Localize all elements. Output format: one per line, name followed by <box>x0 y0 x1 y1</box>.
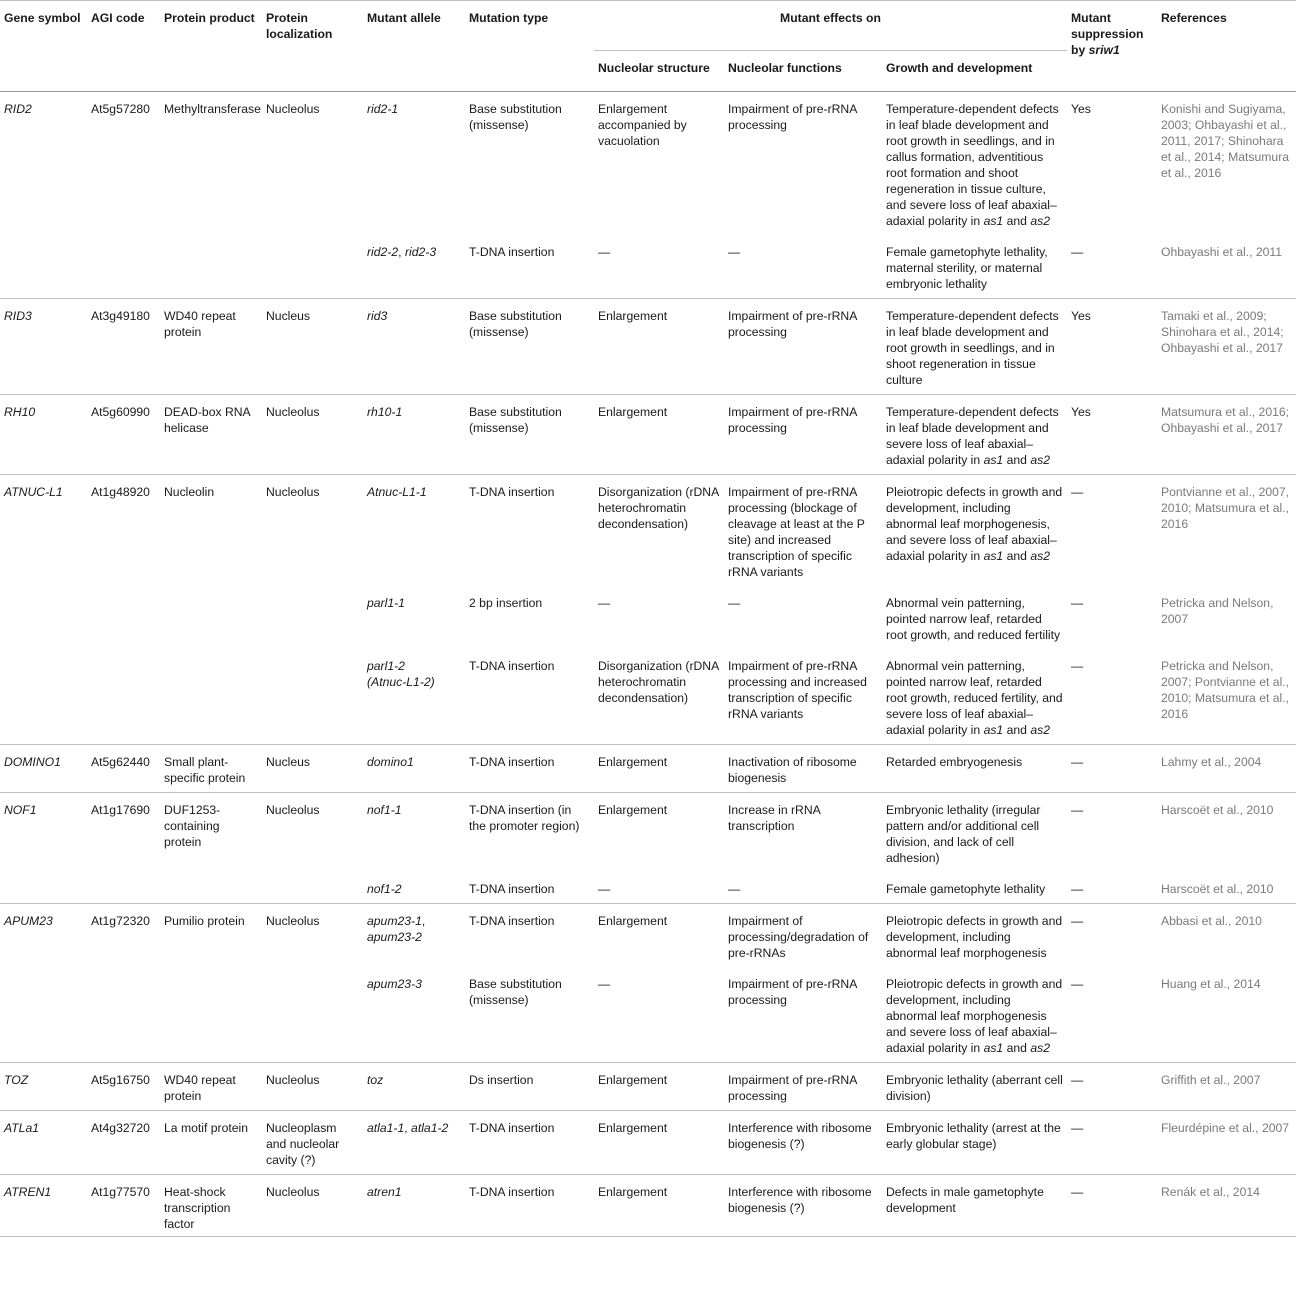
suppression-value: — <box>1071 596 1084 610</box>
gene-symbol-text: TOZ <box>4 1073 29 1087</box>
allele-separator: , <box>398 245 405 259</box>
references: Huang et al., 2014 <box>1161 977 1261 991</box>
references: Fleurdépine et al., 2007 <box>1157 1111 1296 1175</box>
references: Tamaki et al., 2009; Shinohara et al., 2014; Ohbayashi et al., 2017 <box>1157 299 1296 395</box>
gene-symbol-text: APUM23 <box>4 914 53 928</box>
protein-product: DUF1253-containing protein <box>160 793 262 873</box>
growth-text-part: Female gametophyte lethality, maternal sterility, or maternal embryonic lethality <box>886 245 1048 291</box>
header-suppression-gene: sriw1 <box>1088 43 1120 57</box>
suppression-value: — <box>1067 904 1157 968</box>
agi-code <box>87 967 160 1063</box>
nucleolar-functions: Interference with ribosome biogenesis (?) <box>724 1175 882 1237</box>
mutation-type: Base substitution (missense) <box>465 299 594 395</box>
gene-symbol <box>0 745 87 793</box>
mutation-type: T-DNA insertion <box>465 1175 594 1237</box>
header-mutant-suppression <box>1067 1 1157 92</box>
agi-code: At5g16750 <box>87 1063 160 1111</box>
nucleolar-structure: Enlargement <box>594 1063 724 1111</box>
growth-text-part: and <box>1003 723 1031 737</box>
allele-name-2: atla1-2 <box>411 1121 449 1135</box>
gene-symbol-text: RID3 <box>4 309 32 323</box>
header-mutation-type: Mutation type <box>469 11 549 25</box>
gene-symbol <box>0 904 87 968</box>
nucleolar-structure: — <box>598 596 611 610</box>
table-row <box>0 586 1296 649</box>
agi-code <box>87 649 160 745</box>
nucleolar-functions: Interference with ribosome biogenesis (?) <box>724 1111 882 1175</box>
gene-symbol <box>0 872 87 904</box>
references: Petricka and Nelson, 2007; Pontvianne et al., 2010; Matsumura et al., 2016 <box>1161 659 1290 721</box>
gene-symbol-text: RH10 <box>4 405 36 419</box>
protein-localization <box>262 967 363 1063</box>
agi-code <box>87 235 160 299</box>
growth-text-part: Temperature-dependent defects in leaf blade development and severe loss of leaf abaxial–adaxial polarity in <box>886 405 1059 467</box>
nucleolar-structure: Enlargement <box>594 793 724 873</box>
table-row <box>0 904 1296 968</box>
header-protein-localization: Protein localization <box>266 11 333 41</box>
growth-text-part: as1 <box>983 214 1004 228</box>
allele-name: Atnuc-L1-1 <box>367 485 427 499</box>
growth-text-part: Retarded embryogenesis <box>886 755 1023 769</box>
gene-symbol-text: ATREN1 <box>4 1185 52 1199</box>
growth-development <box>882 299 1067 395</box>
mutation-type: T-DNA insertion <box>465 745 594 793</box>
allele-name: rid2-1 <box>367 102 399 116</box>
nucleolar-functions: Impairment of pre-rRNA processing <box>728 977 857 1007</box>
protein-localization: Nucleolus <box>262 475 363 587</box>
allele-name: apum23-3 <box>367 977 422 991</box>
mutation-type: T-DNA insertion <box>465 904 594 968</box>
table-body <box>0 92 1296 1237</box>
protein-localization: Nucleolus <box>262 92 363 236</box>
nucleolar-structure: — <box>598 977 611 991</box>
table-row <box>0 92 1296 236</box>
protein-product <box>160 872 262 904</box>
header-growth-development: Growth and development <box>882 51 1067 92</box>
protein-localization: Nucleolus <box>262 1175 363 1237</box>
gene-symbol <box>0 586 87 649</box>
table-row <box>0 967 1296 1063</box>
gene-symbol <box>0 1063 87 1111</box>
mutant-allele <box>363 649 465 745</box>
gene-symbol <box>0 649 87 745</box>
references: Matsumura et al., 2016; Ohbayashi et al., 2017 <box>1157 395 1296 475</box>
mutant-allele <box>363 793 465 873</box>
allele-name: atren1 <box>367 1185 402 1199</box>
growth-text-part: as1 <box>983 723 1004 737</box>
mutant-allele <box>363 235 465 299</box>
growth-text-part: Pleiotropic defects in growth and development, including abnormal leaf morphogenesis, and severe loss of leaf abaxial–adaxial polarity in <box>886 485 1063 563</box>
agi-code: At1g48920 <box>87 475 160 587</box>
growth-development <box>882 1175 1067 1237</box>
allele-name: rid2-2 <box>367 245 399 259</box>
suppression-value: — <box>1067 475 1157 587</box>
nucleolar-structure: Disorganization (rDNA heterochromatin decondensation) <box>594 475 724 587</box>
table-row <box>0 649 1296 745</box>
growth-text-part: Abnormal vein patterning, pointed narrow leaf, retarded root growth, and reduced fertility <box>886 596 1061 642</box>
protein-product <box>160 967 262 1063</box>
agi-code: At5g62440 <box>87 745 160 793</box>
growth-development <box>882 1111 1067 1175</box>
table-row <box>0 235 1296 299</box>
protein-localization <box>262 586 363 649</box>
nucleolar-structure: Enlargement <box>594 299 724 395</box>
protein-localization: Nucleus <box>262 745 363 793</box>
header-mutant-allele: Mutant allele <box>367 11 441 25</box>
suppression-value: — <box>1067 745 1157 793</box>
protein-localization: Nucleolus <box>262 793 363 873</box>
growth-text-part: and <box>1003 214 1031 228</box>
gene-symbol <box>0 395 87 475</box>
protein-product <box>160 586 262 649</box>
agi-code <box>87 586 160 649</box>
growth-development <box>882 586 1067 649</box>
protein-product: La motif protein <box>160 1111 262 1175</box>
mutation-type: T-DNA insertion <box>469 659 555 673</box>
mutation-type: Base substitution (missense) <box>469 977 562 1007</box>
allele-separator: , <box>421 914 426 928</box>
mutant-allele <box>363 475 465 587</box>
mutation-type: T-DNA insertion <box>469 882 555 896</box>
nucleolar-functions: Impairment of pre-rRNA processing <box>724 395 882 475</box>
growth-text-part: Female gametophyte lethality <box>886 882 1046 896</box>
gene-symbol <box>0 92 87 236</box>
nucleolar-functions: Impairment of pre-rRNA processing <box>724 1063 882 1111</box>
protein-product: WD40 repeat protein <box>160 299 262 395</box>
growth-text-part: Pleiotropic defects in growth and development, including abnormal leaf morphogenesis <box>886 914 1063 960</box>
allele-separator: , <box>404 1121 412 1135</box>
suppression-value: Yes <box>1067 395 1157 475</box>
growth-development <box>882 92 1067 236</box>
references: Renák et al., 2014 <box>1157 1175 1296 1237</box>
references: Konishi and Sugiyama, 2003; Ohbayashi et al., 2011, 2017; Shinohara et al., 2014; Matsumura et al., 2016 <box>1157 92 1296 236</box>
growth-text-part: as2 <box>1030 453 1050 467</box>
table-row <box>0 299 1296 395</box>
growth-development <box>882 235 1067 299</box>
nucleolar-functions: Impairment of pre-rRNA processing and increased transcription of specific rRNA variants <box>728 659 867 721</box>
gene-symbol-text: DOMINO1 <box>4 755 61 769</box>
growth-text-part: and <box>1003 453 1031 467</box>
nucleolar-functions: Impairment of pre-rRNA processing (blockage of cleavage at least at the P site) and increased transcription of specific rRNA variants <box>724 475 882 587</box>
nucleolar-functions: Increase in rRNA transcription <box>724 793 882 873</box>
agi-code: At5g57280 <box>87 92 160 236</box>
mutant-allele <box>363 586 465 649</box>
protein-localization: Nucleolus <box>262 395 363 475</box>
header-protein-product: Protein product <box>164 11 255 25</box>
allele-name-2: apum23-2 <box>367 930 422 944</box>
protein-product: Heat-shock transcription factor <box>160 1175 262 1237</box>
protein-localization: Nucleolus <box>262 1063 363 1111</box>
gene-symbol <box>0 1111 87 1175</box>
header-mutant-effects-on: Mutant effects on <box>780 11 881 25</box>
mutant-allele <box>363 395 465 475</box>
allele-name-2: rid2-3 <box>404 245 437 259</box>
growth-text-part: Embryonic lethality (arrest at the early globular stage) <box>886 1121 1061 1151</box>
protein-product <box>160 649 262 745</box>
protein-product: Methyltransferase <box>160 92 262 236</box>
growth-text-part: and <box>1003 549 1031 563</box>
header-suppression-prefix: Mutant suppression by <box>1071 11 1144 57</box>
protein-localization: Nucleoplasm and nucleolar cavity (?) <box>262 1111 363 1175</box>
allele-name: rid3 <box>367 309 388 323</box>
mutation-type: Ds insertion <box>465 1063 594 1111</box>
agi-code: At4g32720 <box>87 1111 160 1175</box>
gene-symbol <box>0 235 87 299</box>
agi-code: At1g72320 <box>87 904 160 968</box>
growth-text-part: as1 <box>983 1041 1004 1055</box>
agi-code: At3g49180 <box>87 299 160 395</box>
mutation-type: T-DNA insertion <box>469 245 555 259</box>
growth-development <box>882 872 1067 904</box>
allele-name: toz <box>367 1073 384 1087</box>
allele-name: parl1-2 <box>367 659 405 673</box>
growth-text-part: Pleiotropic defects in growth and development, including abnormal leaf morphogenesis and severe loss of leaf abaxial–adaxial polarity in <box>886 977 1063 1055</box>
nucleolar-structure: Enlargement <box>594 1175 724 1237</box>
allele-name: rh10-1 <box>367 405 403 419</box>
allele-name: nof1-1 <box>367 803 402 817</box>
table-row <box>0 1111 1296 1175</box>
growth-text-part: Abnormal vein patterning, pointed narrow leaf, retarded root growth, reduced fertility, and severe loss of leaf abaxial–adaxial polarity in <box>886 659 1063 737</box>
growth-development <box>882 904 1067 968</box>
growth-text-part: as2 <box>1030 723 1050 737</box>
mutant-allele <box>363 92 465 236</box>
agi-code <box>87 872 160 904</box>
table-row <box>0 395 1296 475</box>
nucleolar-structure: Enlargement <box>594 745 724 793</box>
growth-text-part: Defects in male gametophyte development <box>886 1185 1044 1215</box>
suppression-value: Yes <box>1067 92 1157 236</box>
mutant-allele <box>363 1175 465 1237</box>
growth-development <box>882 649 1067 745</box>
gene-symbol-text: RID2 <box>4 102 32 116</box>
mutant-allele <box>363 1063 465 1111</box>
allele-alias: (Atnuc-L1-2) <box>367 675 435 689</box>
agi-code: At5g60990 <box>87 395 160 475</box>
suppression-value: — <box>1071 245 1084 259</box>
gene-symbol <box>0 793 87 873</box>
nucleolar-structure: Disorganization (rDNA heterochromatin decondensation) <box>598 659 719 705</box>
mutant-allele <box>363 745 465 793</box>
mutant-allele <box>363 1111 465 1175</box>
mutant-allele <box>363 967 465 1063</box>
nucleolar-functions: Inactivation of ribosome biogenesis <box>724 745 882 793</box>
growth-text-part: Embryonic lethality (aberrant cell division) <box>886 1073 1063 1103</box>
table-row <box>0 1063 1296 1111</box>
protein-product: Nucleolin <box>160 475 262 587</box>
suppression-value: — <box>1067 793 1157 873</box>
header-row <box>0 1 1296 51</box>
growth-text-part: as2 <box>1030 1041 1050 1055</box>
mutation-type: 2 bp insertion <box>469 596 543 610</box>
references: Pontvianne et al., 2007, 2010; Matsumura et al., 2016 <box>1157 475 1296 587</box>
mutation-type: T-DNA insertion <box>465 475 594 587</box>
protein-localization: Nucleus <box>262 299 363 395</box>
suppression-value: — <box>1071 659 1084 673</box>
agi-code: At1g17690 <box>87 793 160 873</box>
growth-development <box>882 475 1067 587</box>
gene-symbol-text: ATNUC-L1 <box>4 485 63 499</box>
protein-product: Small plant-specific protein <box>160 745 262 793</box>
gene-symbol-text: NOF1 <box>4 803 37 817</box>
mutant-allele <box>363 872 465 904</box>
nucleolar-functions: Impairment of pre-rRNA processing <box>724 299 882 395</box>
protein-product: WD40 repeat protein <box>160 1063 262 1111</box>
protein-localization: Nucleolus <box>262 904 363 968</box>
mutant-allele <box>363 299 465 395</box>
mutation-type: Base substitution (missense) <box>465 395 594 475</box>
gene-symbol <box>0 475 87 587</box>
table-row <box>0 1175 1296 1237</box>
growth-text-part: as2 <box>1030 549 1050 563</box>
nucleolar-functions: Impairment of pre-rRNA processing <box>724 92 882 236</box>
growth-text-part: Temperature-dependent defects in leaf blade development and root growth in seedlings, and in shoot regeneration in tissue culture <box>886 309 1059 387</box>
protein-product <box>160 235 262 299</box>
nucleolar-functions: — <box>728 245 741 259</box>
growth-development <box>882 793 1067 873</box>
nucleolar-structure: — <box>598 245 611 259</box>
growth-text-part: Temperature-dependent defects in leaf blade development and root growth in seedlings, and in callus formation, adventitious root formation and shoot regeneration in tissue culture, and severe loss of leaf abaxial–adaxial polarity in <box>886 102 1059 228</box>
nucleolar-structure: Enlargement accompanied by vacuolation <box>594 92 724 236</box>
growth-development <box>882 967 1067 1063</box>
allele-name: domino1 <box>367 755 414 769</box>
suppression-value: — <box>1067 1175 1157 1237</box>
growth-text-part: as1 <box>983 453 1004 467</box>
growth-development <box>882 1063 1067 1111</box>
suppression-value: — <box>1067 1063 1157 1111</box>
growth-development <box>882 745 1067 793</box>
gene-symbol <box>0 967 87 1063</box>
table-row <box>0 793 1296 873</box>
table-row <box>0 872 1296 904</box>
protein-localization <box>262 235 363 299</box>
nucleolar-functions: — <box>728 882 741 896</box>
header-nucleolar-structure: Nucleolar structure <box>594 51 724 92</box>
references: Lahmy et al., 2004 <box>1157 745 1296 793</box>
allele-name: parl1-1 <box>367 596 405 610</box>
growth-text-part: Embryonic lethality (irregular pattern and/or additional cell division, and lack of cell adhesion) <box>886 803 1041 865</box>
nucleolar-structure: Enlargement <box>594 904 724 968</box>
table-row <box>0 475 1296 587</box>
growth-text-part: as1 <box>983 549 1004 563</box>
mutation-type: Base substitution (missense) <box>465 92 594 236</box>
allele-name: atla1-1 <box>367 1121 405 1135</box>
references: Abbasi et al., 2010 <box>1157 904 1296 968</box>
protein-product: Pumilio protein <box>160 904 262 968</box>
nucleolar-structure: Enlargement <box>594 395 724 475</box>
nucleolar-structure: — <box>598 882 611 896</box>
header-agi-code: AGI code <box>91 11 145 25</box>
suppression-value: — <box>1071 882 1084 896</box>
header-references: References <box>1161 11 1227 25</box>
nucleolar-structure: Enlargement <box>594 1111 724 1175</box>
protein-localization <box>262 872 363 904</box>
mutation-type: T-DNA insertion <box>465 1111 594 1175</box>
references: Ohbayashi et al., 2011 <box>1161 245 1283 259</box>
gene-symbol-text: ATLa1 <box>4 1121 40 1135</box>
allele-name: apum23-1 <box>367 914 422 928</box>
agi-code: At1g77570 <box>87 1175 160 1237</box>
header-nucleolar-functions: Nucleolar functions <box>724 51 882 92</box>
nucleolar-functions: — <box>728 596 741 610</box>
mutant-allele <box>363 904 465 968</box>
protein-localization <box>262 649 363 745</box>
gene-symbol <box>0 1175 87 1237</box>
references: Griffith et al., 2007 <box>1157 1063 1296 1111</box>
growth-text-part: and <box>1003 1041 1031 1055</box>
header-gene-symbol: Gene symbol <box>4 11 81 25</box>
growth-development <box>882 395 1067 475</box>
references: Petricka and Nelson, 2007 <box>1161 596 1274 626</box>
gene-symbol <box>0 299 87 395</box>
allele-name: nof1-2 <box>367 882 402 896</box>
references: Harscoët et al., 2010 <box>1161 882 1274 896</box>
nucleolar-functions: Impairment of processing/degradation of pre-rRNAs <box>724 904 882 968</box>
table-row <box>0 745 1296 793</box>
growth-text-part: as2 <box>1030 214 1050 228</box>
suppression-value: — <box>1071 977 1084 991</box>
references: Harscoët et al., 2010 <box>1157 793 1296 873</box>
suppression-value: Yes <box>1067 299 1157 395</box>
protein-product: DEAD-box RNA helicase <box>160 395 262 475</box>
mutation-type: T-DNA insertion (in the promoter region) <box>465 793 594 873</box>
suppression-value: — <box>1067 1111 1157 1175</box>
